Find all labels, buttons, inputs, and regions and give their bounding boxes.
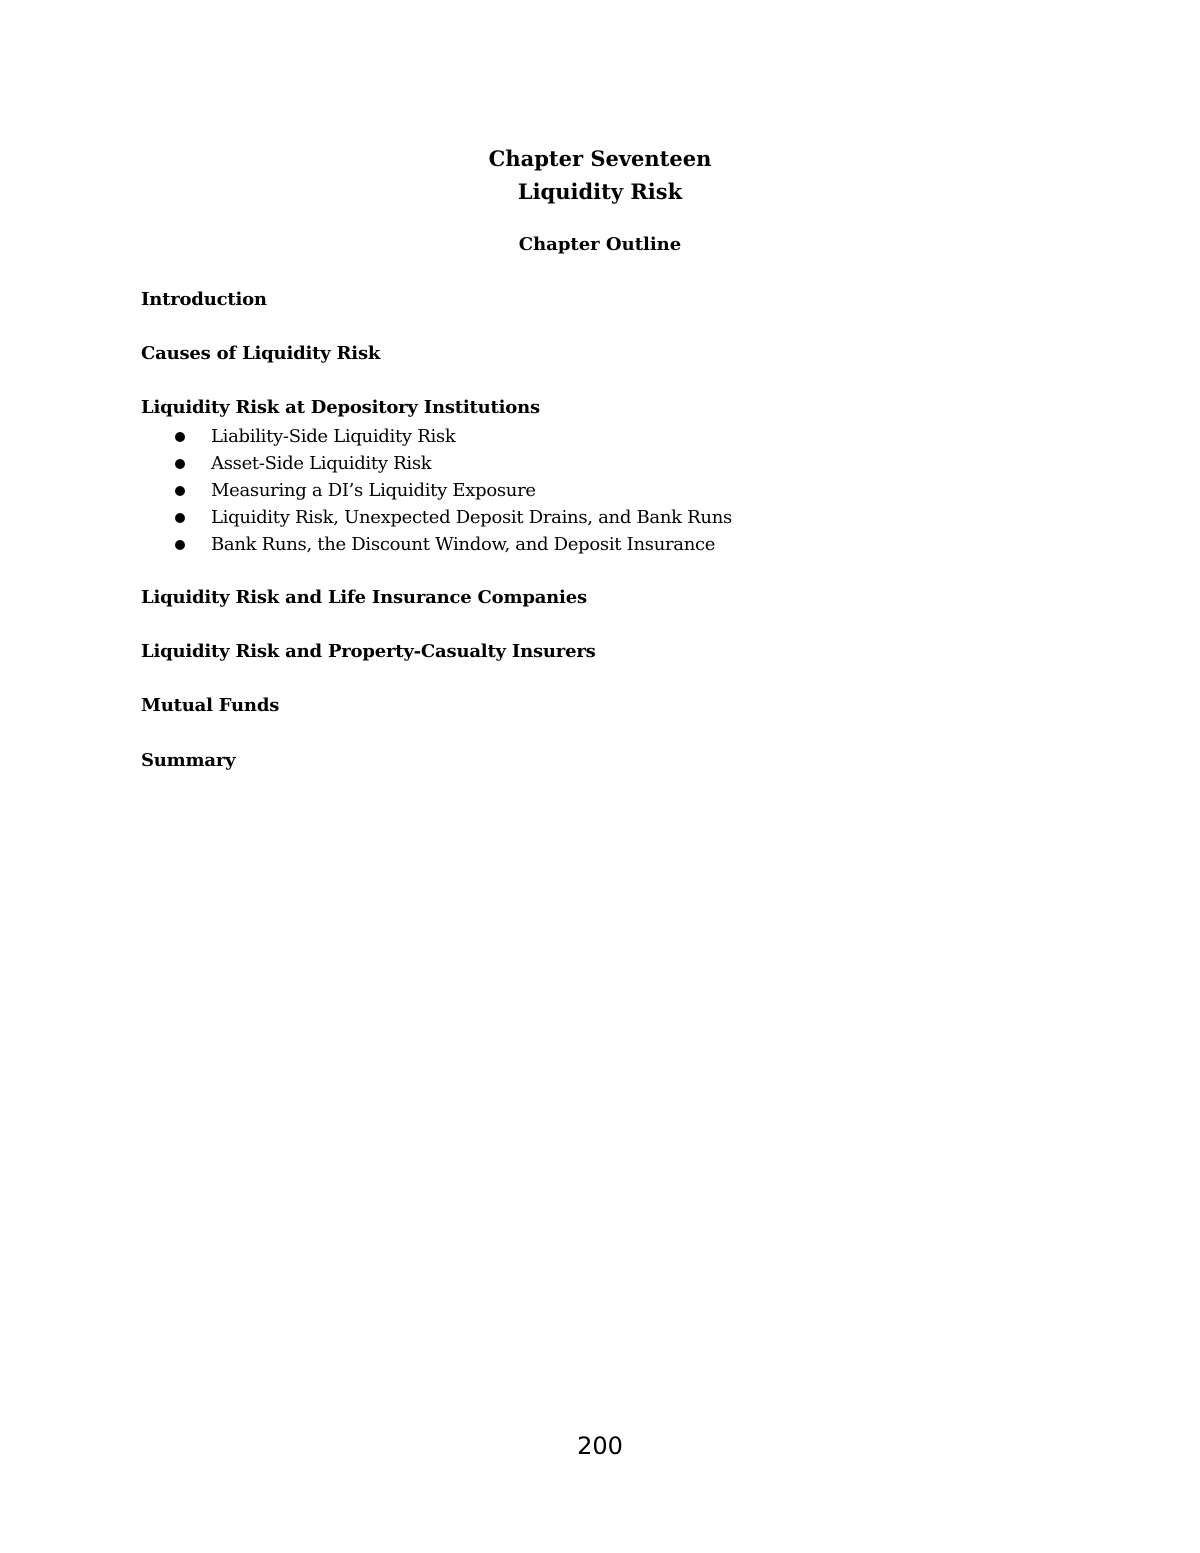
list-item <box>141 423 732 450</box>
bullet-icon <box>175 432 185 442</box>
list-item-text: Bank Runs, the Discount Window, and Deposit Insurance <box>211 534 716 555</box>
list-item-text: Asset-Side Liquidity Risk <box>211 453 432 474</box>
section-heading-mutual-funds: Mutual Funds <box>141 695 280 716</box>
list-item <box>141 531 732 558</box>
chapter-number: Chapter Seventeen <box>488 146 712 171</box>
list-item-text: Liquidity Risk, Unexpected Deposit Drains, and Bank Runs <box>211 507 732 528</box>
page-number: 200 <box>577 1432 623 1460</box>
depository-institutions-bullet-list <box>141 423 732 558</box>
section-heading-property-casualty: Liquidity Risk and Property-Casualty Insurers <box>141 641 596 662</box>
bullet-icon <box>175 459 185 469</box>
list-item-text: Measuring a DI’s Liquidity Exposure <box>211 480 536 501</box>
bullet-icon <box>175 486 185 496</box>
section-heading-introduction: Introduction <box>141 289 267 310</box>
section-heading-summary: Summary <box>141 750 236 771</box>
list-item <box>141 450 732 477</box>
bullet-icon <box>175 513 185 523</box>
section-heading-depository-institutions: Liquidity Risk at Depository Institutions <box>141 397 540 418</box>
section-heading-life-insurance: Liquidity Risk and Life Insurance Companies <box>141 587 587 608</box>
list-item <box>141 504 732 531</box>
bullet-icon <box>175 540 185 550</box>
list-item-text: Liability-Side Liquidity Risk <box>211 426 456 447</box>
list-item <box>141 477 732 504</box>
outline-label: Chapter Outline <box>518 234 682 255</box>
chapter-title: Liquidity Risk <box>517 179 683 204</box>
section-heading-causes: Causes of Liquidity Risk <box>141 343 381 364</box>
